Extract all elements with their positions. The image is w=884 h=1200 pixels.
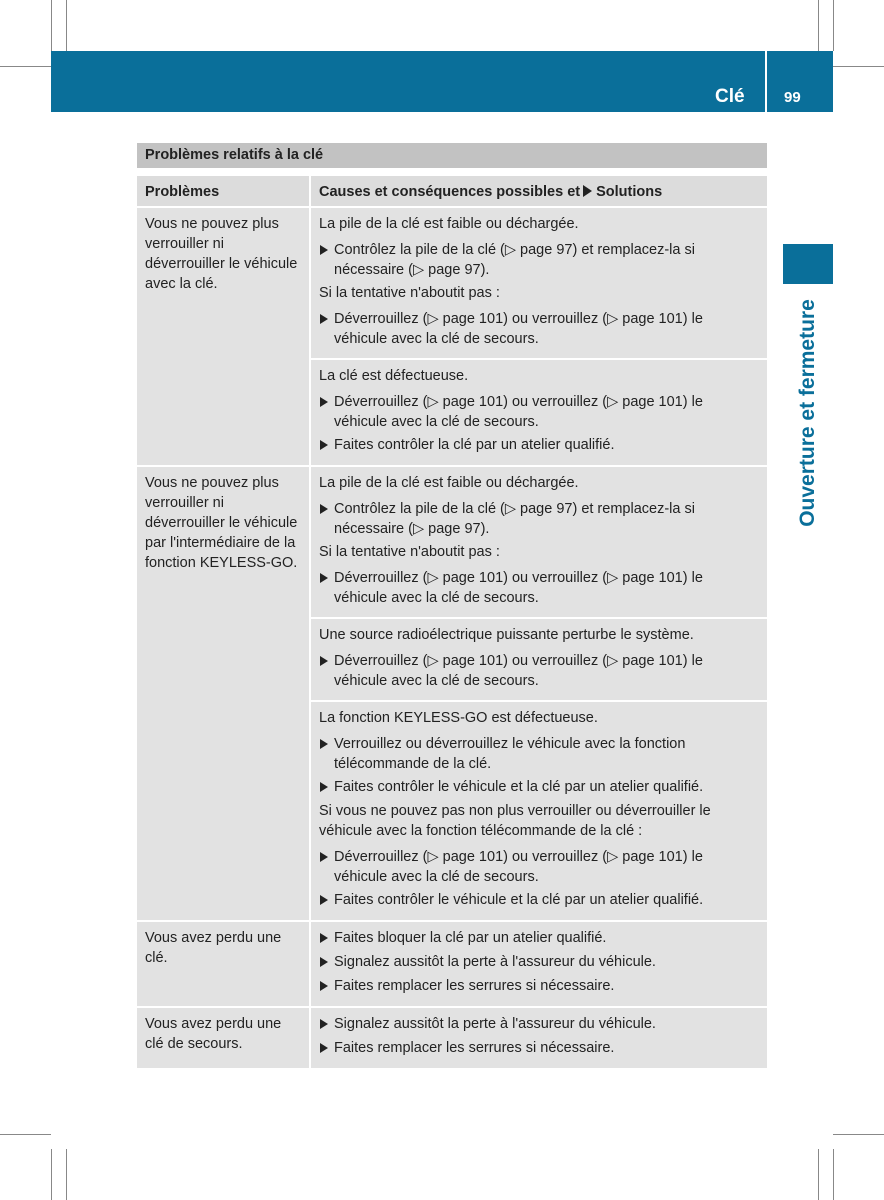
solution-item xyxy=(319,890,759,911)
solution-text: Contrôlez la pile de la clé (▷ page 97) et remplacez-la si nécessaire (▷ page 97). xyxy=(334,242,695,278)
causes-cell xyxy=(311,922,767,1006)
solution-text: Faites contrôler le véhicule et la clé par un atelier qualifié. xyxy=(334,779,704,795)
bullet-arrow-icon xyxy=(320,656,328,666)
table-row xyxy=(137,467,767,920)
bullet-arrow-icon xyxy=(320,981,328,991)
causes-cell xyxy=(311,1008,767,1068)
crop-mark xyxy=(51,0,52,51)
solution-item xyxy=(319,309,759,349)
solution-item xyxy=(319,1014,759,1035)
table-header xyxy=(137,176,767,206)
col-header-causes xyxy=(311,176,767,206)
cause-block xyxy=(311,702,767,920)
solution-text: Verrouillez ou déverrouillez le véhicule avec la fonction télécommande de la clé. xyxy=(334,736,686,772)
bullet-arrow-icon xyxy=(320,933,328,943)
chapter-tab xyxy=(783,244,833,284)
solution-text: Signalez aussitôt la perte à l'assureur du véhicule. xyxy=(334,1016,656,1032)
solution-text: Déverrouillez (▷ page 101) ou verrouillez (▷ page 101) le véhicule avec la clé de secours. xyxy=(334,653,703,689)
problem-cell: Vous ne pouvez plus verrouiller ni déverrouiller le véhicule avec la clé. xyxy=(137,208,309,465)
crop-mark xyxy=(833,66,884,67)
solution-text: Déverrouillez (▷ page 101) ou verrouillez (▷ page 101) le véhicule avec la clé de secours. xyxy=(334,849,703,885)
col-header-causes-text: Causes et conséquences possibles et xyxy=(319,184,581,200)
bullet-arrow-icon xyxy=(320,957,328,967)
crop-mark xyxy=(66,1149,67,1200)
cause-block xyxy=(311,1008,767,1068)
cause-block xyxy=(311,619,767,700)
solution-item xyxy=(319,777,759,798)
solution-item xyxy=(319,976,759,997)
crop-mark xyxy=(818,1149,819,1200)
arrow-icon xyxy=(583,185,592,197)
solution-item xyxy=(319,392,759,432)
table-body xyxy=(137,208,767,1068)
solution-text: Contrôlez la pile de la clé (▷ page 97) et remplacez-la si nécessaire (▷ page 97). xyxy=(334,501,695,537)
solution-text: Déverrouillez (▷ page 101) ou verrouillez (▷ page 101) le véhicule avec la clé de secours. xyxy=(334,394,703,430)
causes-cell xyxy=(311,208,767,465)
table-row xyxy=(137,1008,767,1068)
crop-mark xyxy=(833,0,834,51)
cause-block xyxy=(311,467,767,617)
bullet-arrow-icon xyxy=(320,1019,328,1029)
cause-block xyxy=(311,922,767,1006)
cause-text: La pile de la clé est faible ou déchargée. xyxy=(319,475,579,491)
bullet-arrow-icon xyxy=(320,245,328,255)
table-row xyxy=(137,922,767,1006)
cause-text: Si vous ne pouvez pas non plus verrouiller ou déverrouiller le véhicule avec la fonction télécommande de la clé : xyxy=(319,803,711,839)
bullet-arrow-icon xyxy=(320,852,328,862)
bullet-arrow-icon xyxy=(320,504,328,514)
solution-text: Faites contrôler la clé par un atelier qualifié. xyxy=(334,437,615,453)
header-separator xyxy=(765,51,767,112)
bullet-arrow-icon xyxy=(320,895,328,905)
chapter-label: Ouverture et fermeture xyxy=(796,299,819,527)
page-number: 99 xyxy=(784,89,801,106)
bullet-arrow-icon xyxy=(320,573,328,583)
crop-mark xyxy=(0,1134,51,1135)
causes-cell xyxy=(311,467,767,920)
solution-text: Signalez aussitôt la perte à l'assureur du véhicule. xyxy=(334,954,656,970)
cause-text: Une source radioélectrique puissante perturbe le système. xyxy=(319,627,694,643)
col-header-solutions-text: Solutions xyxy=(596,184,663,200)
cause-text: La clé est défectueuse. xyxy=(319,368,469,384)
cause-block xyxy=(311,360,767,465)
cause-text: Si la tentative n'aboutit pas : xyxy=(319,544,500,560)
cause-text: La pile de la clé est faible ou déchargée. xyxy=(319,216,579,232)
solution-item xyxy=(319,734,759,774)
crop-mark xyxy=(0,66,51,67)
col-header-problems: Problèmes xyxy=(137,176,309,206)
crop-mark xyxy=(833,1149,834,1200)
bullet-arrow-icon xyxy=(320,1043,328,1053)
crop-mark xyxy=(818,0,819,51)
cause-block xyxy=(311,208,767,358)
table-title: Problèmes relatifs à la clé xyxy=(137,143,767,168)
solution-text: Déverrouillez (▷ page 101) ou verrouillez (▷ page 101) le véhicule avec la clé de secours. xyxy=(334,311,703,347)
troubleshooting-table xyxy=(137,143,767,1070)
bullet-arrow-icon xyxy=(320,782,328,792)
solution-text: Faites remplacer les serrures si nécessaire. xyxy=(334,1040,615,1056)
bullet-arrow-icon xyxy=(320,314,328,324)
solution-item xyxy=(319,240,759,280)
problem-cell: Vous ne pouvez plus verrouiller ni déverrouiller le véhicule par l'intermédiaire de la fonction KEYLESS-GO. xyxy=(137,467,309,920)
crop-mark xyxy=(833,1134,884,1135)
problem-cell: Vous avez perdu une clé de secours. xyxy=(137,1008,309,1068)
table-row xyxy=(137,208,767,465)
crop-mark xyxy=(66,0,67,51)
solution-item xyxy=(319,651,759,691)
problem-cell: Vous avez perdu une clé. xyxy=(137,922,309,1006)
cause-text: Si la tentative n'aboutit pas : xyxy=(319,285,500,301)
solution-item xyxy=(319,499,759,539)
solution-text: Déverrouillez (▷ page 101) ou verrouillez (▷ page 101) le véhicule avec la clé de secours. xyxy=(334,570,703,606)
solution-text: Faites remplacer les serrures si nécessaire. xyxy=(334,978,615,994)
section-title: Clé xyxy=(715,86,745,107)
solution-item xyxy=(319,435,759,456)
solution-text: Faites bloquer la clé par un atelier qualifié. xyxy=(334,930,607,946)
solution-item xyxy=(319,1038,759,1059)
crop-mark xyxy=(51,1149,52,1200)
solution-item xyxy=(319,847,759,887)
solution-text: Faites contrôler le véhicule et la clé par un atelier qualifié. xyxy=(334,892,704,908)
bullet-arrow-icon xyxy=(320,739,328,749)
bullet-arrow-icon xyxy=(320,397,328,407)
solution-item xyxy=(319,928,759,949)
solution-item xyxy=(319,952,759,973)
cause-text: La fonction KEYLESS-GO est défectueuse. xyxy=(319,710,598,726)
bullet-arrow-icon xyxy=(320,440,328,450)
solution-item xyxy=(319,568,759,608)
